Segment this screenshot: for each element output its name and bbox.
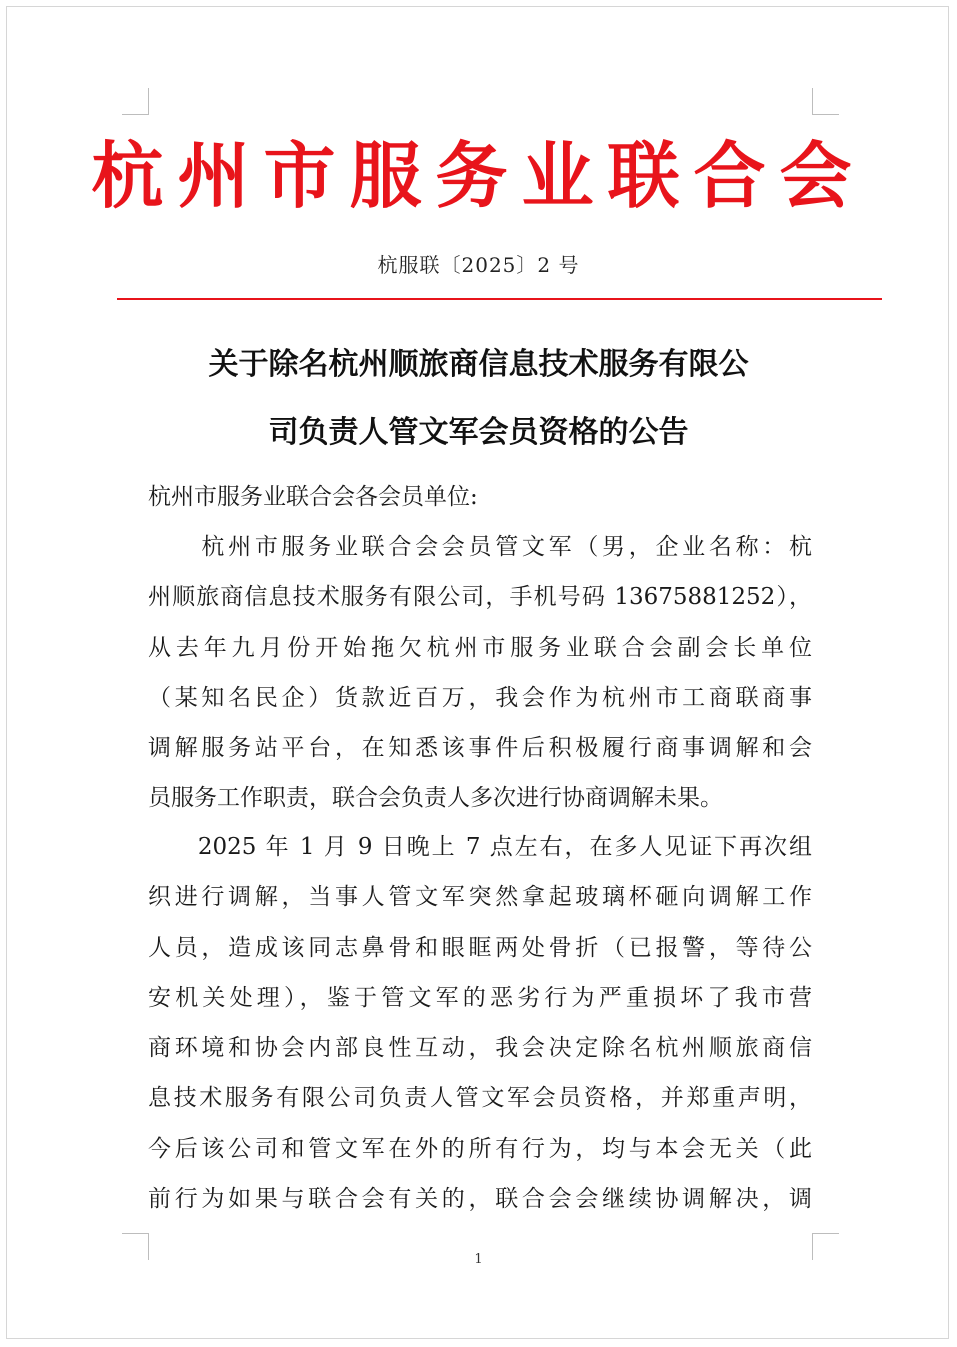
paragraph-line: 杭州市服务业联合会会员管文军（男，企业名称：杭 xyxy=(148,534,812,560)
paragraph-line: 人员，造成该同志鼻骨和眼眶两处骨折（已报警，等待公 xyxy=(148,934,812,961)
red-separator-line xyxy=(117,298,882,300)
paragraph-line: 今后该公司和管文军在外的所有行为，均与本会无关（此 xyxy=(148,1135,812,1162)
paragraph-line: 从去年九月份开始拖欠杭州市服务业联合会副会长单位 xyxy=(148,634,812,661)
document-number: 杭服联〔2025〕2 号 xyxy=(377,253,580,277)
headline-line-2: 司负责人管文军会员资格的公告 xyxy=(268,415,689,450)
paragraph-line: 前行为如果与联合会有关的，联合会会继续协调解决，调 xyxy=(148,1186,812,1213)
organization-title: 杭州市服务业联合会 xyxy=(91,133,866,218)
paragraph-line: （某知名民企）货款近百万，我会作为杭州市工商联商事 xyxy=(148,684,812,711)
paragraph-line: 商环境和协会内部良性互动，我会决定除名杭州顺旅商信 xyxy=(148,1035,812,1062)
paragraph-line: 调解服务站平台，在知悉该事件后积极履行商事调解和会 xyxy=(148,735,812,762)
paragraph-line: 息技术服务有限公司负责人管文军会员资格，并郑重声明， xyxy=(148,1085,812,1112)
page-number: 1 xyxy=(474,1252,483,1267)
paragraph-line: 员服务工作职责，联合会负责人多次进行协商调解未果。 xyxy=(148,785,723,812)
crop-mark-top-right xyxy=(812,88,839,115)
paragraph-line: 州顺旅商信息技术服务有限公司，手机号码 13675881252）， xyxy=(148,584,812,611)
paragraph-2 xyxy=(148,829,812,1231)
paragraph-line: 2025 年 1 月 9 日晚上 7 点左右，在多人见证下再次组 xyxy=(148,834,812,860)
salutation: 杭州市服务业联合会各会员单位: xyxy=(148,484,478,510)
headline-line-1: 关于除名杭州顺旅商信息技术服务有限公 xyxy=(208,347,749,382)
paragraph-line: 安机关处理），鉴于管文军的恶劣行为严重损坏了我市营 xyxy=(148,984,812,1011)
paragraph-line: 织进行调解，当事人管文军突然拿起玻璃杯砸向调解工作 xyxy=(148,884,812,911)
paragraph-1 xyxy=(148,529,812,831)
crop-mark-top-left xyxy=(122,88,149,115)
